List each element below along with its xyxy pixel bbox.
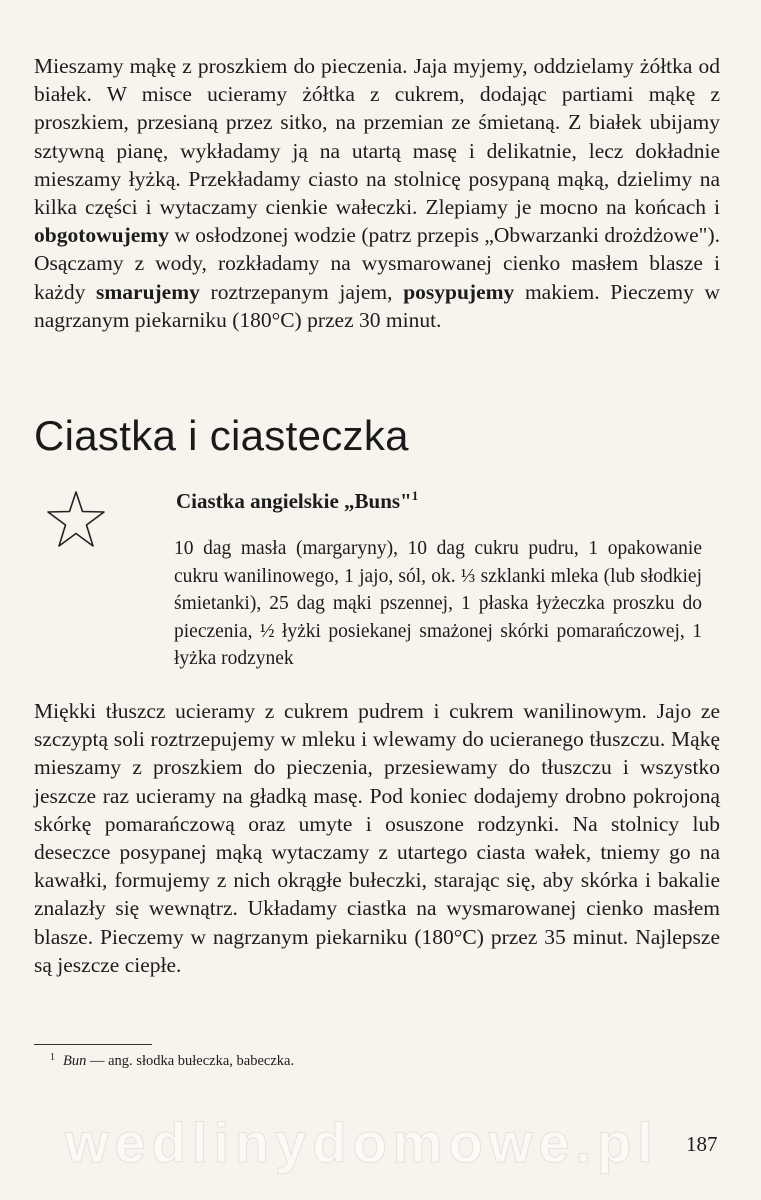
footnote-definition: — ang. słodka bułeczka, babeczka. — [86, 1053, 295, 1069]
bold-term-posypujemy: posypujemy — [403, 279, 515, 304]
bold-term-smarujemy: smarujemy — [96, 279, 200, 304]
intro-text-4: makiem. Pieczemy w nagrzanym piekarniku (180°C) przez 30 minut. — [34, 279, 720, 332]
method-paragraph: Miękki tłuszcz ucieramy z cukrem pudrem i cukrem wanilinowym. Jajo ze szczyptą soli roztrzepujemy w mleku i wlewamy do ucieranego tłuszczu. Mąkę mieszamy z proszkiem do pieczenia, przesiewamy do tłuszczu i wszystko jeszcze raz ucieramy na gładką masę. Pod koniec dodajemy drobno pokrojoną skórkę pomarańczową oraz umyte i osuszone rodzynki. Na stolnicy lub deseczce posypanej mąką wytaczamy z utartego ciasta wałek, tniemy go na kawałki, formujemy z nich okrągłe bułeczki, starając się, aby skórka i bakalie znalazły się wewnątrz. Układamy ciastka na wysmarowanej cienko masłem blasze. Pieczemy w nagrzanym piekarniku (180°C) przez 35 minut. Najlepsze są jeszcze ciepłe. — [34, 699, 720, 977]
page-number: 187 — [686, 1132, 718, 1156]
footnote — [50, 1052, 294, 1070]
recipe-title — [176, 488, 418, 514]
footnote-reference: 1 — [411, 488, 419, 503]
intro-paragraph — [34, 52, 720, 334]
intro-text-3: roztrzepanym jajem, — [199, 279, 404, 304]
intro-text-1: Mieszamy mąkę z proszkiem do pieczenia. Jaja myjemy, oddzielamy żółtka od białek. W misce ucieramy żółtka z cukrem, dodając partiami mąkę z proszkiem, przesianą przez sitko, na przemian ze śmietaną. Z białek ubijamy sztywną pianę, wykładamy ją na utartą masę i delikatnie, lecz dokładnie mieszamy łyżką. Przekładamy ciasto na stolnicę posypaną mąką, dzielimy na kilka części i wytaczamy cienkie wałeczki. Zlepiamy je mocno na końcach i — [34, 54, 720, 220]
section-title: Ciastka i ciasteczka — [34, 412, 409, 459]
recipe-title-text: Ciastka angielskie „Buns" — [176, 489, 412, 513]
bold-term-obgotowujemy: obgotowujemy — [34, 223, 169, 248]
footnote-divider — [34, 1044, 152, 1045]
footnote-term: Bun — [63, 1053, 87, 1069]
watermark: wedlinydomowe.pl — [65, 1111, 659, 1174]
footnote-marker: 1 — [50, 1052, 55, 1063]
ingredients-list: 10 dag masła (margaryny), 10 dag cukru pudru, 1 opakowanie cukru wanilinowego, 1 jajo, sól, ok. ⅓ szklanki mleka (lub słodkiej śmietanki), 25 dag mąki pszennej, 1 płaska łyżeczka proszku do pieczenia, ½ łyżki posiekanej smażonej skórki pomarańczowej, 1 łyżka rodzynek — [174, 538, 702, 669]
intro-text-2: w osłodzonej wodzie (patrz przepis „Obwarzanki drożdżowe"). Osączamy z wody, rozkładamy na wysmarowanej cienko masłem blasze i każdy — [34, 223, 720, 304]
star-outline-icon — [44, 488, 108, 552]
